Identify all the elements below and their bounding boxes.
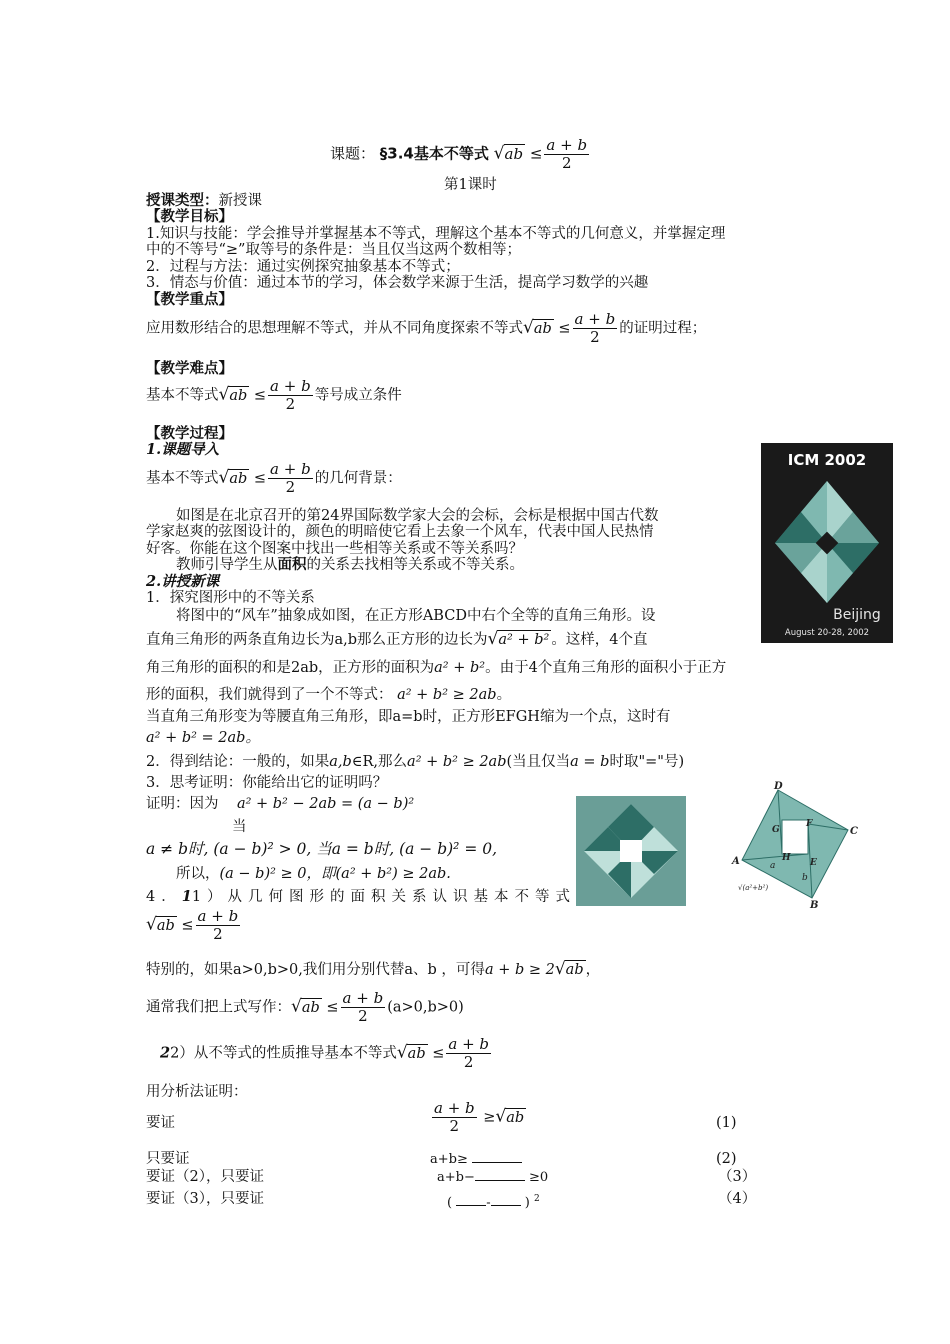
row3-formula: a+b− ≥0 — [437, 1170, 549, 1185]
proof-line: 证明：因为 a² + b² − 2ab = (a − b)² — [146, 796, 415, 812]
icm-city: Beijing — [833, 607, 881, 623]
row1-number: (1) — [716, 1115, 737, 1131]
row3-number: （3） — [718, 1169, 757, 1185]
lesson-subtitle: 第1课时 — [444, 177, 497, 193]
section-1: 1．探究图形中的不等关系 — [146, 590, 315, 606]
special-line: 特别的，如果a>0,b>0,我们用分别代替a、b ，可得a + b ≥ 2√ab ， — [146, 959, 601, 979]
row4-number: （4） — [718, 1191, 757, 1207]
key-text: 应用数形结合的思想理解不等式，并从不同角度探索不等式√ab ≤ $\frac{a + b}{2}$ 的证明过程； — [146, 310, 707, 346]
s1-line2: 直角三角形的两条直角边长为a,b那么正方形的边长为√a² + b² 。这样，4个直 — [146, 629, 648, 649]
svg-text:H: H — [782, 853, 791, 863]
part1-heading: 1.课题导入 — [146, 441, 220, 458]
section-4: 4．11）从几何图形的面积关系认识基本不等式 — [146, 888, 577, 905]
svg-text:E: E — [810, 858, 817, 868]
when-label: 当 — [232, 819, 247, 835]
row1-formula: $\frac{a + b}{2}$ ≥√ab — [434, 1099, 525, 1135]
analysis-label: 用分析法证明： — [146, 1084, 248, 1100]
part2-heading: 2.讲授新课 — [146, 573, 220, 590]
usual-line: 通常我们把上式写作：√ab ≤ $\frac{a + b}{2}$ (a>0,b>0) — [146, 989, 464, 1025]
section-2: 2．得到结论：一般的，如果a,b∈R,那么a² + b² ≥ 2ab(当且仅当a = b时取"="号) — [146, 754, 685, 770]
s1-equation: a² + b² = 2ab。 — [146, 730, 260, 746]
lesson-title: 课题： §3.4基本不等式 √ab ≤ $\frac{a + b}{2}$ — [330, 136, 588, 172]
goals-heading: 【教学目标】 — [146, 208, 233, 225]
proof-cases: a ≠ b时, (a − b)² > 0, 当a = b时, (a − b)² = 0, — [146, 840, 498, 858]
icm-logo-image — [761, 443, 893, 643]
process-heading: 【教学过程】 — [146, 425, 233, 442]
svg-text:G: G — [772, 825, 780, 835]
svg-text:b: b — [802, 873, 808, 883]
goal-1b: 中的不等号“≥”取等号的条件是：当且仅当这两个数相等； — [146, 242, 521, 258]
icm-title: ICM 2002 — [787, 451, 867, 469]
key-heading: 【教学重点】 — [146, 291, 233, 308]
svg-text:C: C — [850, 826, 858, 837]
row4-formula: ( - ) $^2$ — [447, 1194, 540, 1211]
row2-formula: a+b≥ — [430, 1150, 522, 1169]
svg-text:a: a — [770, 861, 776, 871]
para1c: 好客。你能在这个图案中找出一些相等关系或不等关系吗？ — [146, 541, 523, 557]
svg-text:F: F — [806, 819, 813, 829]
para2: 教师引导学生从面积的关系去找相等关系或不等关系。 — [176, 556, 524, 573]
s1-line1: 将图中的“风车”抽象成如图，在正方形ABCD中右个全等的直角三角形。设 — [176, 608, 656, 624]
goal-3: 3．情态与价值：通过本节的学习，体会数学来源于生活，提高学习数学的兴趣 — [146, 275, 649, 291]
goal-2: 2．过程与方法：通过实例探究抽象基本不等式； — [146, 259, 460, 275]
svg-text:D: D — [774, 781, 783, 792]
proof-conclusion: 所以，(a − b)² ≥ 0，即(a² + b²) ≥ 2ab. — [176, 866, 451, 882]
lesson-type: 授课类型：新授课 — [146, 192, 262, 209]
abcd-diagram — [730, 780, 862, 910]
s1-line5: 当直角三角形变为等腰直角三角形，即a=b时，正方形EFGH缩为一个点，这时有 — [146, 709, 671, 725]
row4-label: 要证（3），只要证 — [146, 1191, 264, 1207]
title-section: §3.4基本不等式 — [379, 144, 489, 163]
row3-label: 要证（2），只要证 — [146, 1169, 264, 1185]
svg-text:√(a²+b²): √(a²+b²) — [738, 884, 769, 892]
s1-line3: 角三角形的面积的和是2ab，正方形的面积为a² + b²。由于4个直角三角形的面积小于正方 — [146, 660, 727, 676]
title-prefix: 课题： — [330, 144, 376, 163]
s4-part2: 22）从不等式的性质推导基本不等式√ab ≤ $\frac{a + b}{2}$ — [160, 1035, 490, 1071]
svg-text:A: A — [732, 856, 740, 867]
difficulty-heading: 【教学难点】 — [146, 360, 233, 377]
para1a: 如图是在北京召开的第24界国际数学家大会的会标，会标是根据中国古代数 — [176, 508, 659, 524]
row2-label: 只要证 — [146, 1151, 190, 1167]
s1-line4: 形的面积，我们就得到了一个不等式： a² + b² ≥ 2ab。 — [146, 687, 512, 703]
intro-line: 基本不等式√ab ≤ $\frac{a + b}{2}$ 的几何背景： — [146, 460, 402, 496]
row2-number: (2) — [716, 1151, 737, 1167]
s4-formula: √ab ≤ $\frac{a + b}{2}$ — [146, 907, 239, 943]
goal-1a: 1.知识与技能：学会推导并掌握基本不等式，理解这个基本不等式的几何意义，并掌握定理 — [146, 226, 726, 242]
windmill-diagram — [576, 796, 686, 906]
para1b: 学家赵爽的弦图设计的，颜色的明暗使它看上去象一个风车，代表中国人民热情 — [146, 524, 654, 540]
section-3: 3．思考证明：你能给出它的证明吗？ — [146, 775, 388, 791]
icm-dates: August 20-28, 2002 — [784, 628, 870, 638]
difficulty-text: 基本不等式√ab ≤ $\frac{a + b}{2}$ 等号成立条件 — [146, 377, 402, 413]
row1-label: 要证 — [146, 1115, 175, 1131]
svg-text:B: B — [810, 900, 819, 910]
